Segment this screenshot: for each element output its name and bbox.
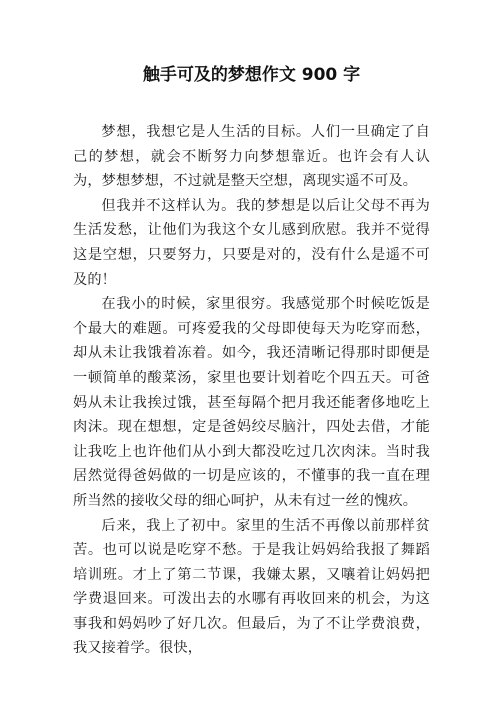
paragraph: 后来，我上了初中。家里的生活不再像以前那样贫苦。也可以说是吃穿不愁。于是我让妈妈给我报了舞蹈培训班。才上了第二节课，我嫌太累，又嚷着让妈妈把学费退回来。可泼出去的水哪有再收回来的机会，为这事我和妈妈吵了好几次。但最后，为了不让学费浪费，我又接着学。很快，	[73, 517, 430, 657]
document-title: 触手可及的梦想作文 900 字	[142, 65, 361, 85]
paragraph: 但我并不这样认为。我的梦想是以后让父母不再为生活发愁，让他们为我这个女儿感到欣慰。我并不觉得这是空想，只要努力，只要是对的，没有什么是遥不可及的！	[73, 197, 430, 288]
document-body	[73, 120, 430, 661]
paragraph: 梦想，我想它是人生活的目标。人们一旦确定了自己的梦想，就会不断努力向梦想靠近。也许会有人认为，梦想梦想，不过就是整天空想，离现实遥不可及。	[73, 124, 430, 190]
paragraph: 在我小的时候，家里很穷。我感觉那个时候吃饭是个最大的难题。可疼爱我的父母即使每天为吃穿而愁，却从未让我饿着冻着。如今，我还清晰记得那时即便是一顿简单的酸菜汤，家里也要计划着吃个四五天。可爸妈从未让我挨过饿，甚至每隔个把月我还能奢侈地吃上肉沫。现在想想，定是爸妈绞尽脑汁，四处去借，才能让我吃上也许他们从小到大都没吃过几次肉沫。当时我居然觉得爸妈做的一切是应该的，不懂事的我一直在理所当然的接收父母的细心呵护，从未有过一丝的愧疚。	[73, 296, 430, 509]
